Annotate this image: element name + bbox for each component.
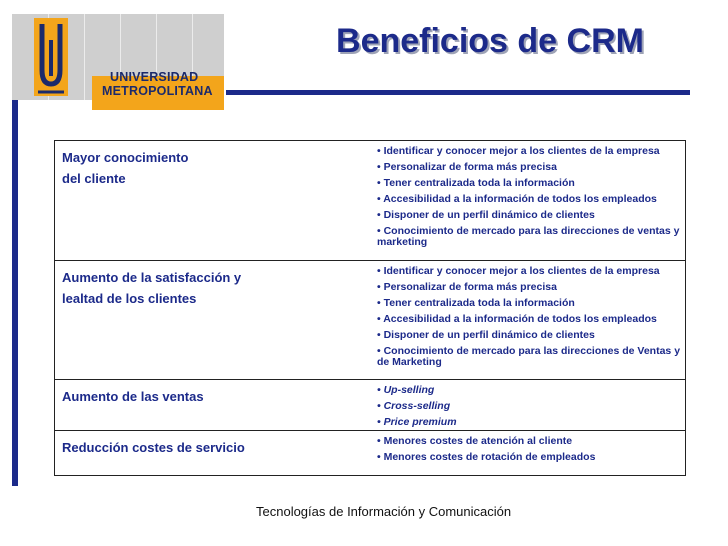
detail-item: • Conocimiento de mercado para las direcciones de Ventas y de Marketing: [377, 345, 681, 368]
detail-item: • Accesibilidad a la información de todos los empleados: [377, 193, 657, 205]
detail-item: • Menores costes de atención al cliente: [377, 435, 573, 447]
category-line: Aumento de las ventas: [62, 389, 204, 404]
benefit-category: [62, 147, 312, 189]
footer-text: Tecnologías de Información y Comunicación: [256, 504, 512, 519]
benefit-category: [62, 437, 312, 458]
logo-emblem: [34, 18, 68, 96]
table-row: [55, 261, 685, 380]
detail-item: • Disponer de un perfil dinámico de clientes: [377, 209, 595, 221]
detail-item: • Cross-selling: [377, 400, 451, 412]
title-divider: [226, 90, 690, 95]
slide-title: Beneficios de CRM: [336, 22, 644, 60]
table-row: [55, 141, 685, 261]
category-line: del cliente: [62, 171, 126, 186]
benefit-category: [62, 386, 312, 407]
detail-item: • Personalizar de forma más precisa: [377, 161, 557, 173]
logo-um-icon: [34, 18, 68, 96]
benefit-details: [377, 266, 681, 373]
benefit-details: [377, 385, 681, 433]
left-accent-bar: [12, 100, 18, 486]
detail-item: • Tener centralizada toda la información: [377, 177, 575, 189]
benefit-details: [377, 146, 681, 253]
detail-item: • Identificar y conocer mejor a los clientes de la empresa: [377, 145, 660, 157]
detail-item: • Identificar y conocer mejor a los clientes de la empresa: [377, 265, 660, 277]
logo-line-1: UNIVERSIDAD: [110, 70, 199, 84]
benefits-table: [54, 140, 686, 476]
benefit-details: [377, 436, 681, 468]
detail-item: • Disponer de un perfil dinámico de clientes: [377, 329, 595, 341]
detail-item: • Accesibilidad a la información de todos los empleados: [377, 313, 657, 325]
logo-line-2: METROPOLITANA: [102, 84, 213, 98]
detail-item: • Conocimiento de mercado para las direcciones de ventas y marketing: [377, 225, 680, 248]
university-logo: [12, 14, 224, 100]
detail-item: • Tener centralizada toda la información: [377, 297, 575, 309]
benefit-category: [62, 267, 312, 309]
detail-item: • Personalizar de forma más precisa: [377, 281, 557, 293]
category-line: Aumento de la satisfacción y: [62, 270, 242, 285]
category-line: Reducción costes de servicio: [62, 440, 245, 455]
logo-wordmark: [102, 70, 213, 98]
table-row: [55, 380, 685, 431]
category-line: Mayor conocimiento: [62, 150, 189, 165]
detail-item: • Price premium: [377, 416, 457, 428]
detail-item: • Up-selling: [377, 384, 435, 396]
category-line: lealtad de los clientes: [62, 291, 197, 306]
table-row: [55, 431, 685, 475]
detail-item: • Menores costes de rotación de empleados: [377, 451, 596, 463]
